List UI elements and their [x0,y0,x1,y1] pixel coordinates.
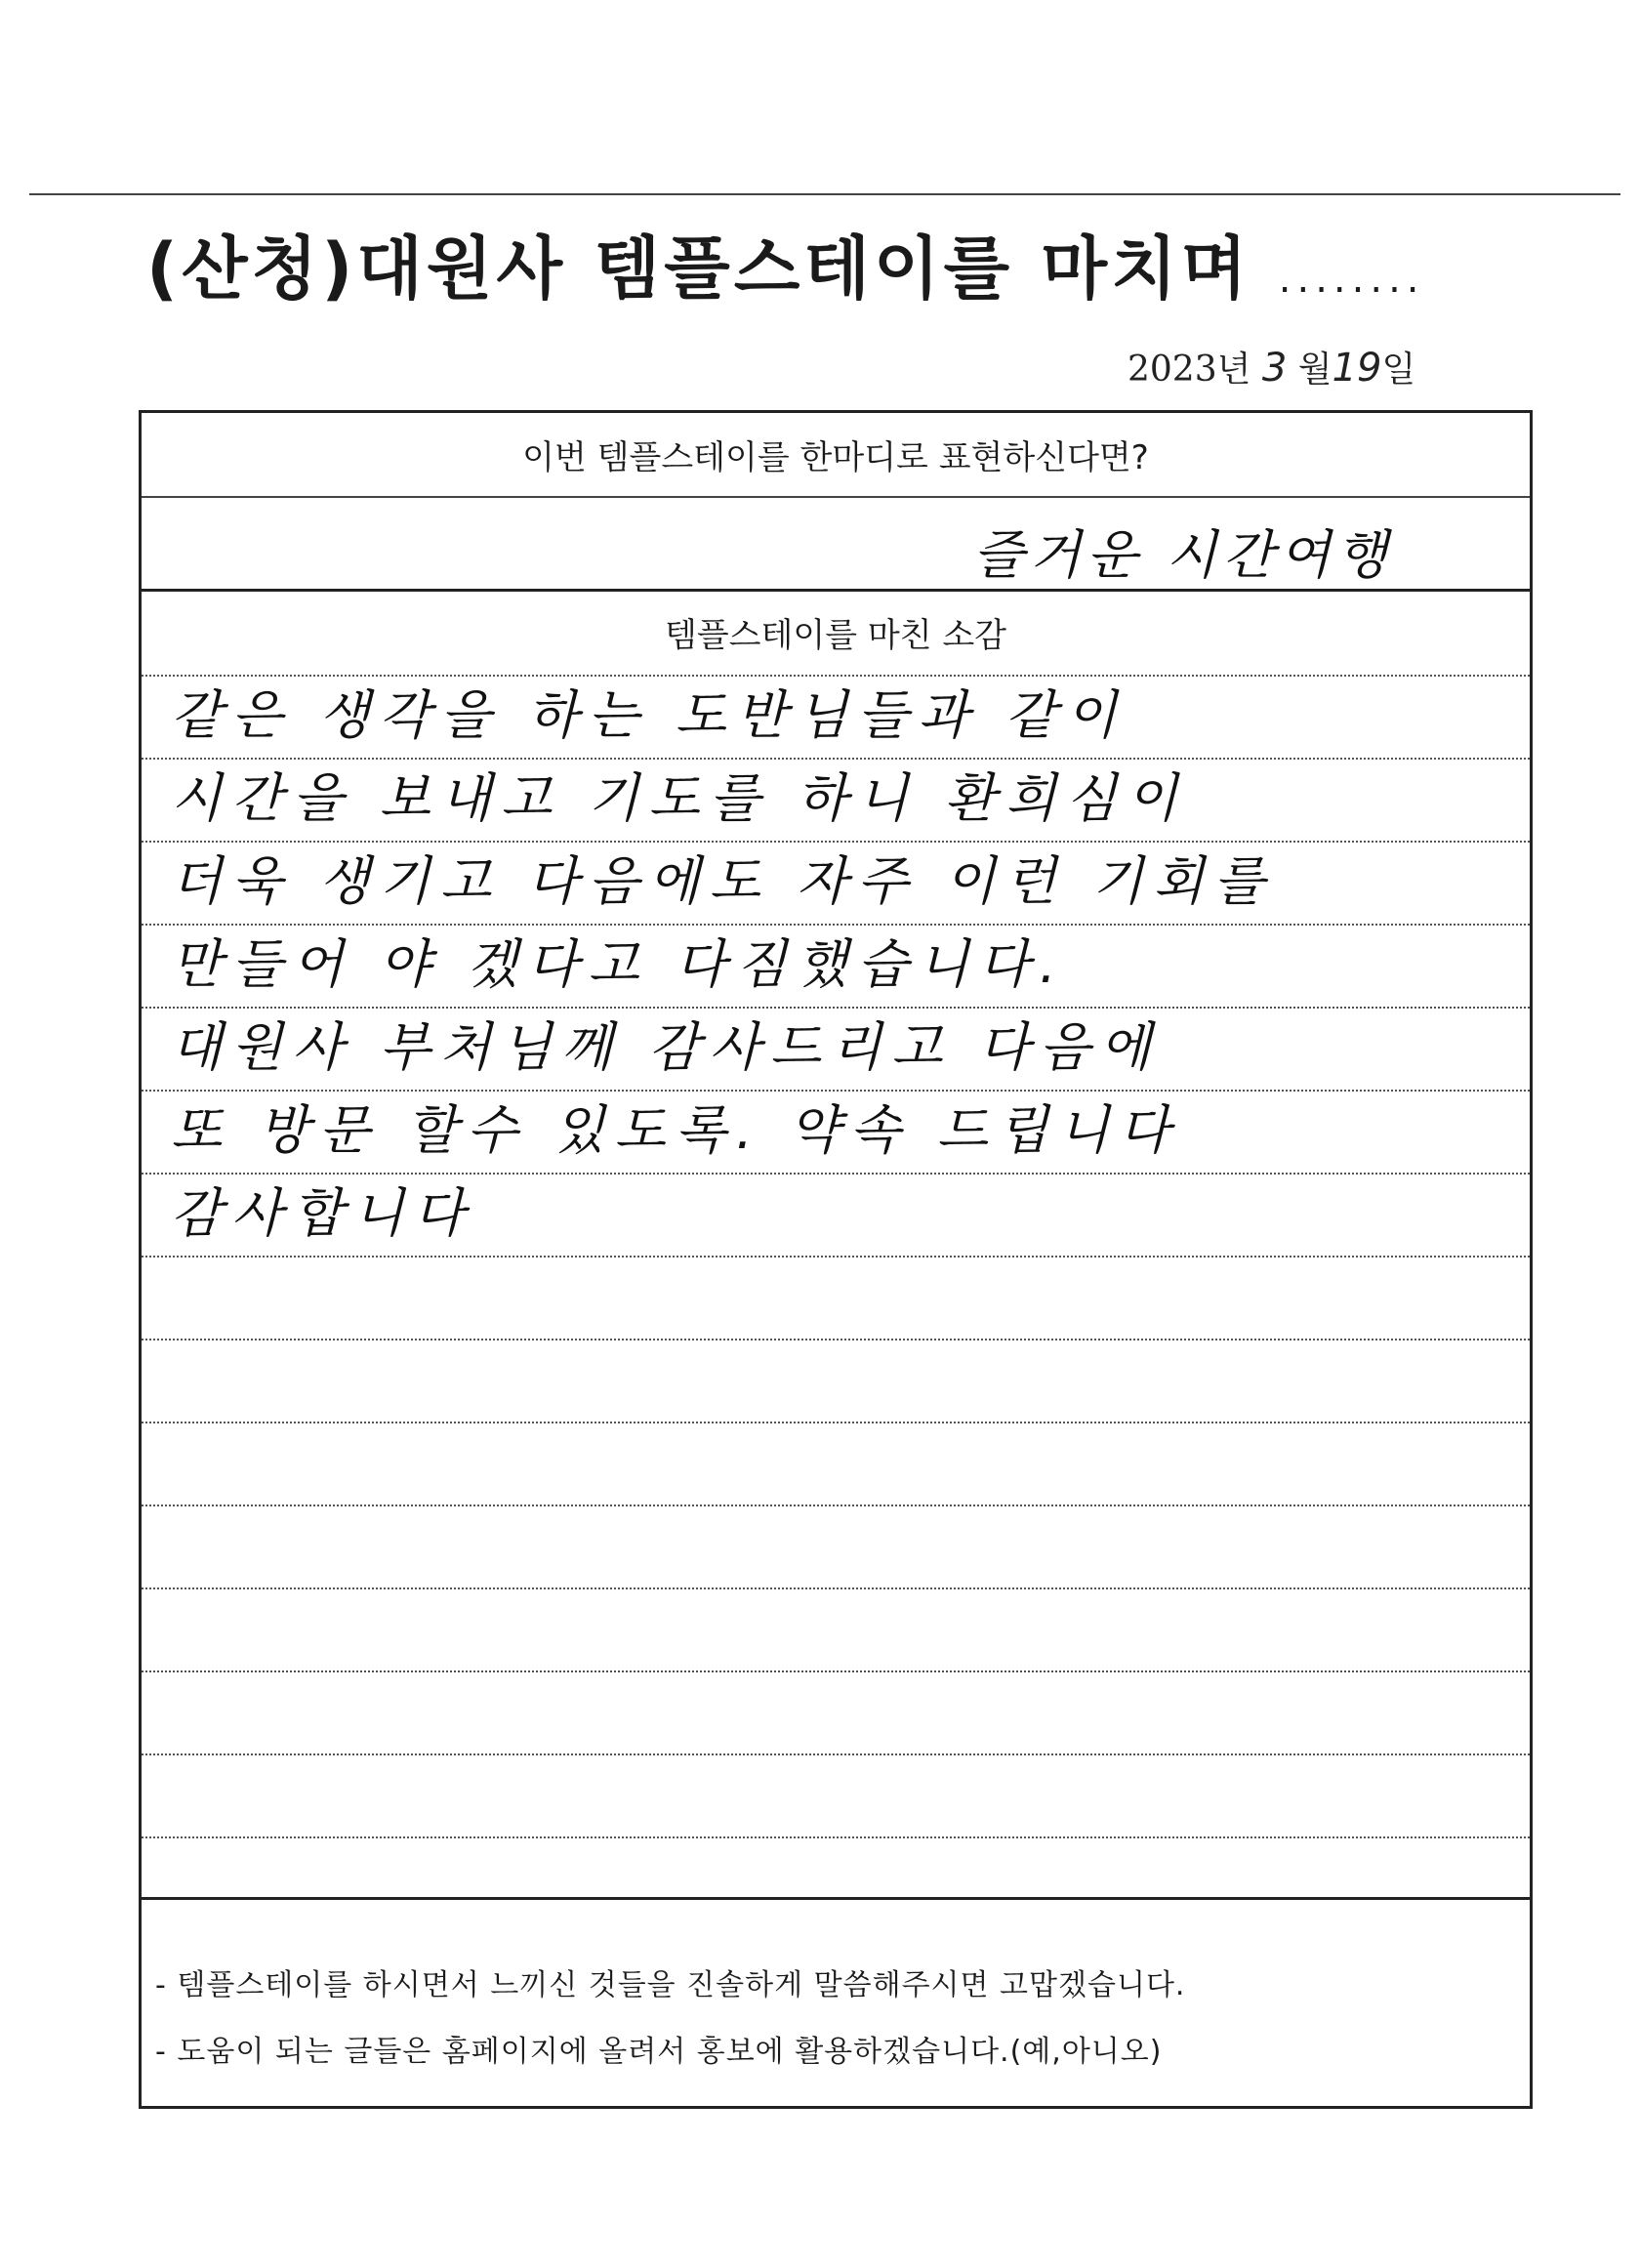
date-day-suffix: 일 [1381,350,1416,390]
question-row [142,413,1530,498]
question-text: 이번 템플스테이를 한마디로 표현하신다면? [522,438,1149,477]
section-title: 템플스테이를 마친 소감 [664,615,1007,655]
section-title-row [142,589,1530,675]
title-text: (산청)대원사 템플스테이를 마치며 [146,228,1251,309]
ruled-line [142,1505,1530,1506]
ruled-line [142,1753,1530,1755]
note-item: - 템플스테이를 하시면서 느끼신 것들을 진솔하게 말씀해주시면 고맙겠습니다. [155,1968,1186,2002]
handwritten-answer: 즐거운 시간여행 [972,524,1393,586]
survey-form [139,410,1533,2109]
note-item: - 도움이 되는 글들은 홈페이지에 올려서 홍보에 활용하겠습니다.(예,아니오) [155,2035,1163,2069]
handwritten-line: 시간을 보내고 기도를 하니 환희심이 [171,767,1188,829]
top-rule [29,193,1620,195]
ruled-line [142,1588,1530,1589]
date-year-suffix: 년 [1216,350,1251,390]
handwritten-line: 또 방문 할수 있도록. 약속 드립니다 [171,1099,1180,1161]
ruled-line [142,1339,1530,1340]
handwritten-line: 대원사 부처님께 감사드리고 다음에 [171,1016,1161,1078]
date-field [1128,342,1415,392]
handwritten-line: 만들어 야 겠다고 다짐했습니다. [171,933,1066,995]
handwritten-line: 더욱 생기고 다음에도 자주 이런 기회를 [171,850,1275,912]
date-month-suffix: 월 [1297,350,1332,390]
answer-row [142,496,1530,592]
handwritten-line: 감사합니다 [171,1182,474,1244]
date-year: 2023 [1128,350,1217,390]
ruled-line [142,1670,1530,1672]
reflection-lines [142,675,1530,1895]
ruled-line [142,1836,1530,1838]
notes-section [142,1897,1530,2112]
date-month: 3 [1261,346,1288,391]
ruled-line [142,1422,1530,1423]
ruled-line [142,1256,1530,1258]
title-dots: ........ [1278,257,1425,302]
date-day: 19 [1332,346,1382,391]
document-title [146,225,1552,323]
handwritten-line: 같은 생각을 하는 도반님들과 같이 [171,684,1127,746]
